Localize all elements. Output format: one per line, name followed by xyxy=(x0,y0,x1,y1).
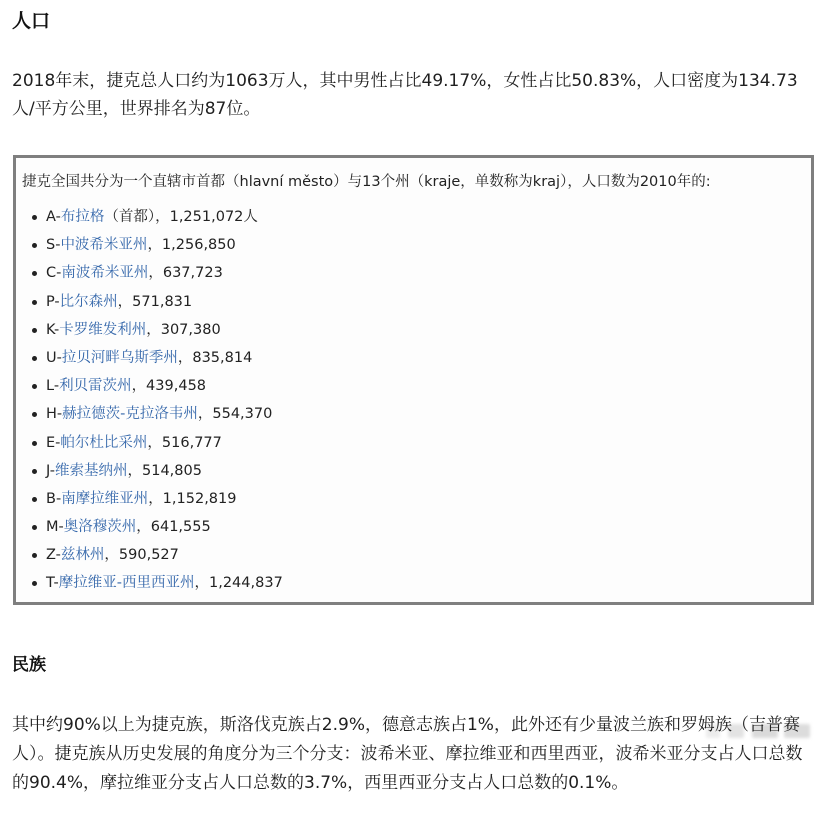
region-name-link[interactable]: 南波希米亚州 xyxy=(61,265,149,282)
region-population: ，554,370 xyxy=(197,406,273,423)
region-name-link[interactable]: 利贝雷茨州 xyxy=(59,378,132,395)
region-population: ，835,814 xyxy=(177,349,253,366)
region-population: ，307,380 xyxy=(146,321,221,338)
region-name-link[interactable]: 帕尔杜比采州 xyxy=(60,434,148,451)
region-code: M- xyxy=(46,519,64,536)
region-list-item xyxy=(30,429,283,457)
region-list-item xyxy=(30,316,283,344)
region-population: ，1,244,837 xyxy=(194,575,283,592)
population-heading: 人口 xyxy=(12,10,51,32)
region-code: P- xyxy=(46,293,60,310)
regions-list xyxy=(30,203,283,598)
region-code: U- xyxy=(46,349,62,366)
region-name-link[interactable]: 比尔森州 xyxy=(59,293,118,310)
bullet-icon xyxy=(32,525,37,530)
region-list-item xyxy=(30,231,283,259)
region-code: S- xyxy=(46,237,61,254)
region-code: Z- xyxy=(46,547,61,564)
region-list-item xyxy=(30,485,283,513)
ethnicity-heading: 民族 xyxy=(12,655,46,675)
bullet-icon xyxy=(32,356,37,361)
bullet-icon xyxy=(32,553,37,558)
region-name-link[interactable]: 中波希米亚州 xyxy=(60,237,148,254)
region-list-item xyxy=(30,259,283,287)
region-population: ，439,458 xyxy=(131,378,207,395)
regions-intro: 捷克全国共分为一个直辖市首都（hlavní město）与13个州（kraje，单数称为kraj），人口数为2010年的: xyxy=(22,174,711,190)
region-name-link[interactable]: 赫拉德茨-克拉洛韦州 xyxy=(62,406,198,423)
bullet-icon xyxy=(32,581,37,586)
ethnicity-paragraph: 其中约90%以上为捷克族，斯洛伐克族占2.9%，德意志族占1%，此外还有少量波兰族和罗姆族（吉普赛人）。捷克族从历史发展的角度分为三个分支：波希米亚、摩拉维亚和西里西亚，波希米亚分支占人口总数的90.4%，摩拉维亚分支占人口总数的3.7%，西里西亚分支占人口总数的0.1%。 xyxy=(12,715,803,793)
region-list-item xyxy=(30,203,283,231)
region-population: ，590,527 xyxy=(104,547,179,564)
region-name-link[interactable]: 摩拉维亚-西里西亚州 xyxy=(58,575,195,592)
region-name-link[interactable]: 布拉格 xyxy=(60,209,105,225)
bullet-icon xyxy=(32,497,37,502)
region-code: J- xyxy=(46,462,55,479)
region-population: ，514,805 xyxy=(127,462,202,479)
bullet-icon xyxy=(32,328,37,333)
region-population: ，1,256,850 xyxy=(147,237,236,254)
region-list-item xyxy=(30,569,283,597)
bullet-icon xyxy=(32,441,37,446)
bullet-icon xyxy=(32,271,37,276)
region-list-item xyxy=(30,513,283,541)
region-name-link[interactable]: 南摩拉维亚州 xyxy=(61,490,149,507)
region-list-item xyxy=(30,288,283,316)
region-population: ，1,152,819 xyxy=(148,490,237,507)
region-population: ，516,777 xyxy=(147,434,222,451)
region-code: E- xyxy=(46,434,61,451)
region-list-item xyxy=(30,400,283,428)
bullet-icon xyxy=(32,412,37,417)
region-code: C- xyxy=(46,265,62,282)
region-population: ，637,723 xyxy=(148,265,223,282)
region-name-link[interactable]: 维索基纳州 xyxy=(55,462,128,479)
region-name-link[interactable]: 卡罗维发利州 xyxy=(59,321,147,338)
regions-image-box xyxy=(13,155,814,605)
population-paragraph: 2018年末，捷克总人口约为1063万人，其中男性占比49.17%，女性占比50.83%，人口密度为134.73人/平方公里，世界排名为87位。 xyxy=(12,71,798,119)
region-population: ，641,555 xyxy=(136,519,211,536)
region-list-item xyxy=(30,372,283,400)
bullet-icon xyxy=(32,384,37,389)
region-population: （首都），1,251,072人 xyxy=(104,209,258,225)
bullet-icon xyxy=(32,469,37,474)
region-list-item xyxy=(30,457,283,485)
region-name-link[interactable]: 拉贝河畔乌斯季州 xyxy=(61,349,178,366)
bullet-icon xyxy=(32,215,37,220)
region-code: A- xyxy=(46,209,61,225)
region-code: K- xyxy=(46,321,60,338)
region-code: T- xyxy=(46,575,59,592)
bullet-icon xyxy=(32,300,37,305)
region-list-item xyxy=(30,541,283,569)
region-name-link[interactable]: 兹林州 xyxy=(60,547,105,564)
region-code: L- xyxy=(46,378,60,395)
region-code: B- xyxy=(46,490,62,507)
region-list-item xyxy=(30,344,283,372)
region-code: H- xyxy=(46,406,63,423)
region-population: ，571,831 xyxy=(117,293,193,310)
region-name-link[interactable]: 奥洛穆茨州 xyxy=(63,519,137,536)
bullet-icon xyxy=(32,243,37,248)
